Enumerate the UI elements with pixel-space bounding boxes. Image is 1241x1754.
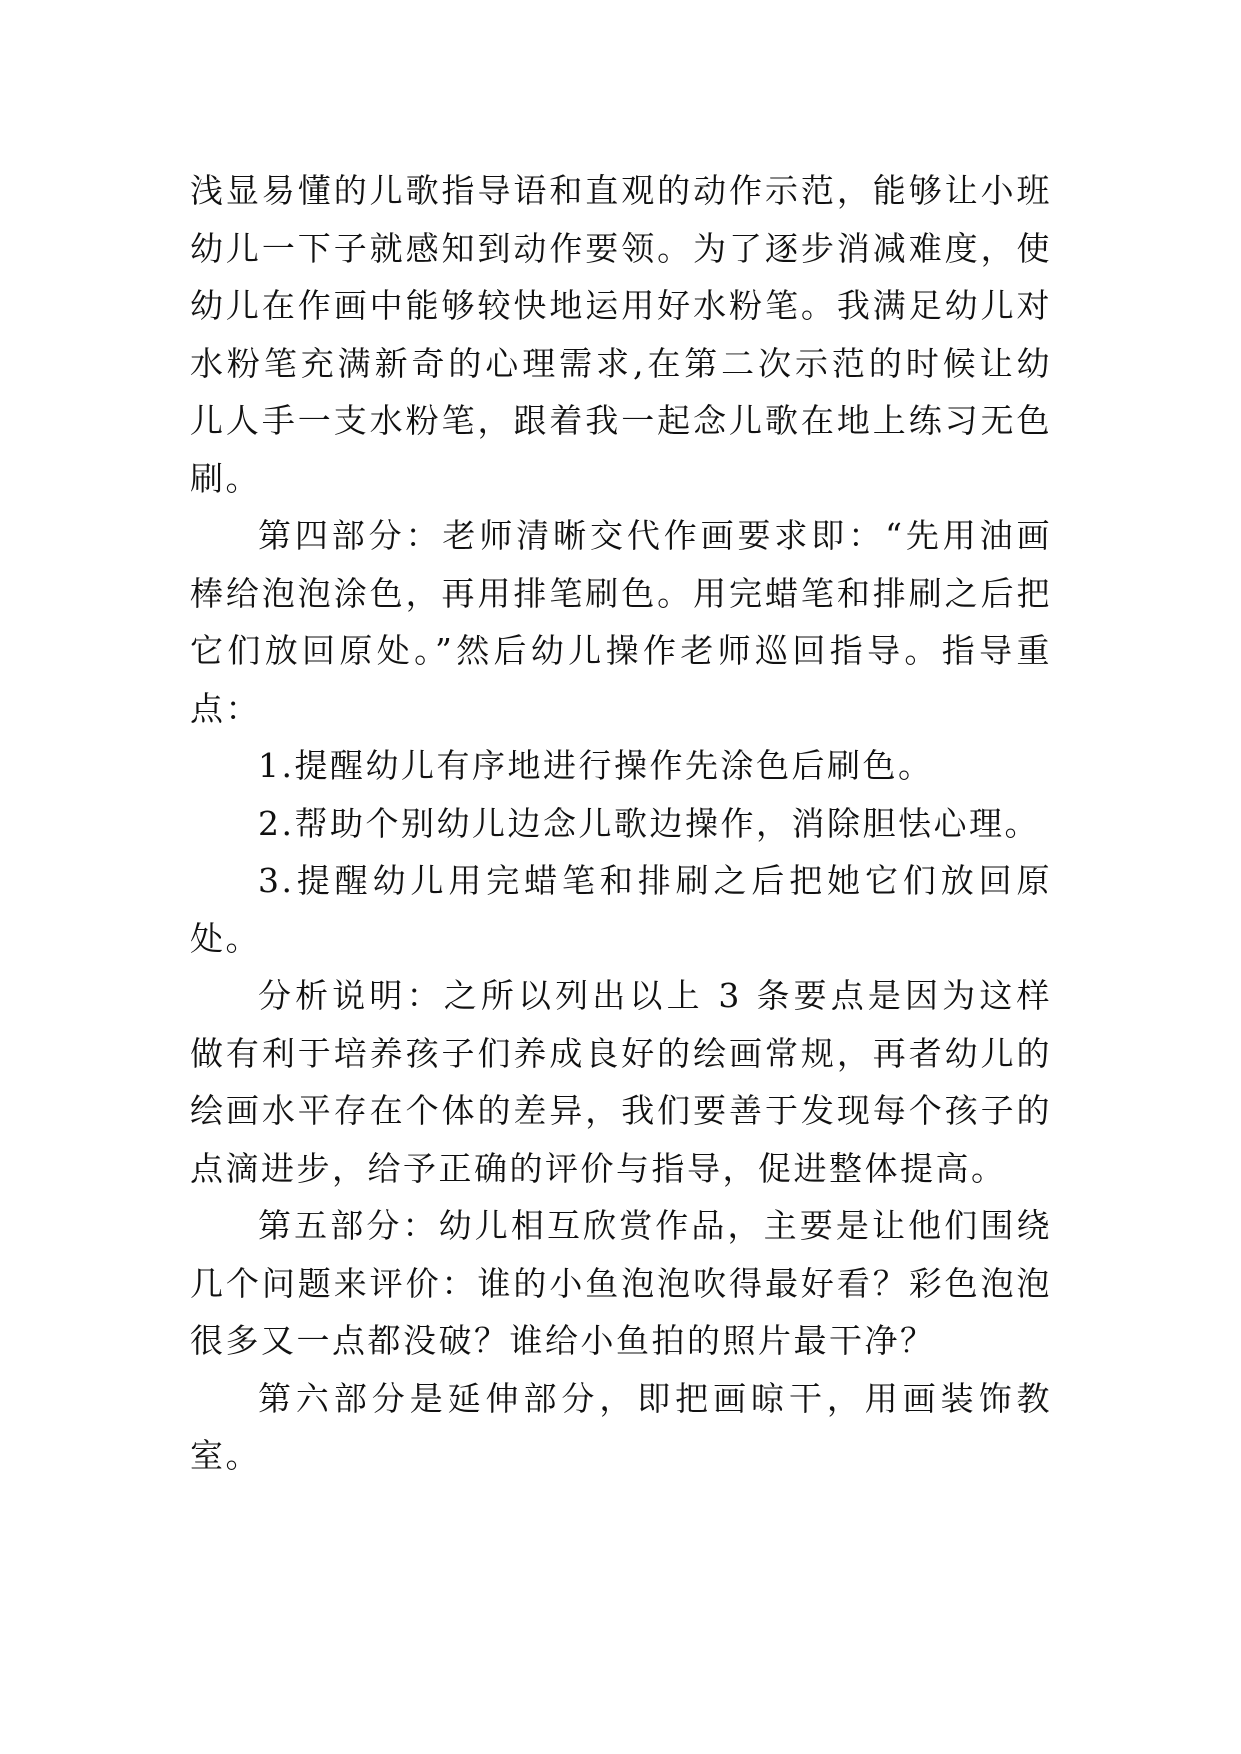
paragraph-analysis: 分析说明：之所以列出以上 3 条要点是因为这样做有利于培养孩子们养成良好的绘画常规，再者幼儿的绘画水平存在个体的差异，我们要善于发现每个孩子的点滴进步，给予正确的评价与指导，促进整体提高。 [190,976,1052,1188]
paragraph-part-four: 第四部分：老师清晰交代作画要求即：“先用油画棒给泡泡涂色，再用排笔刷色。用完蜡笔和排刷之后把它们放回原处。”然后幼儿操作老师巡回指导。指导重点： [190,516,1052,728]
list-item-3: 3.提醒幼儿用完蜡笔和排刷之后把她它们放回原处。 [190,861,1052,958]
list-item-2: 2.帮助个别幼儿边念儿歌边操作，消除胆怯心理。 [258,803,1040,843]
paragraph-continuation: 浅显易懂的儿歌指导语和直观的动作示范，能够让小班幼儿一下子就感知到动作要领。为了逐步消减难度，使幼儿在作画中能够较快地运用好水粉笔。我满足幼儿对水粉笔充满新奇的心理需求,在第二次示范的时候让幼儿人手一支水粉笔，跟着我一起念儿歌在地上练习无色刷。 [190,171,1052,498]
list-item-1: 1.提醒幼儿有序地进行操作先涂色后刷色。 [258,746,934,785]
document-body [190,162,1052,1485]
paragraph-part-five: 第五部分：幼儿相互欣赏作品，主要是让他们围绕几个问题来评价：谁的小鱼泡泡吹得最好看？彩色泡泡很多又一点都没破？谁给小鱼拍的照片最干净？ [190,1206,1052,1360]
paragraph-part-six: 第六部分是延伸部分，即把画晾干，用画装饰教室。 [190,1378,1052,1475]
